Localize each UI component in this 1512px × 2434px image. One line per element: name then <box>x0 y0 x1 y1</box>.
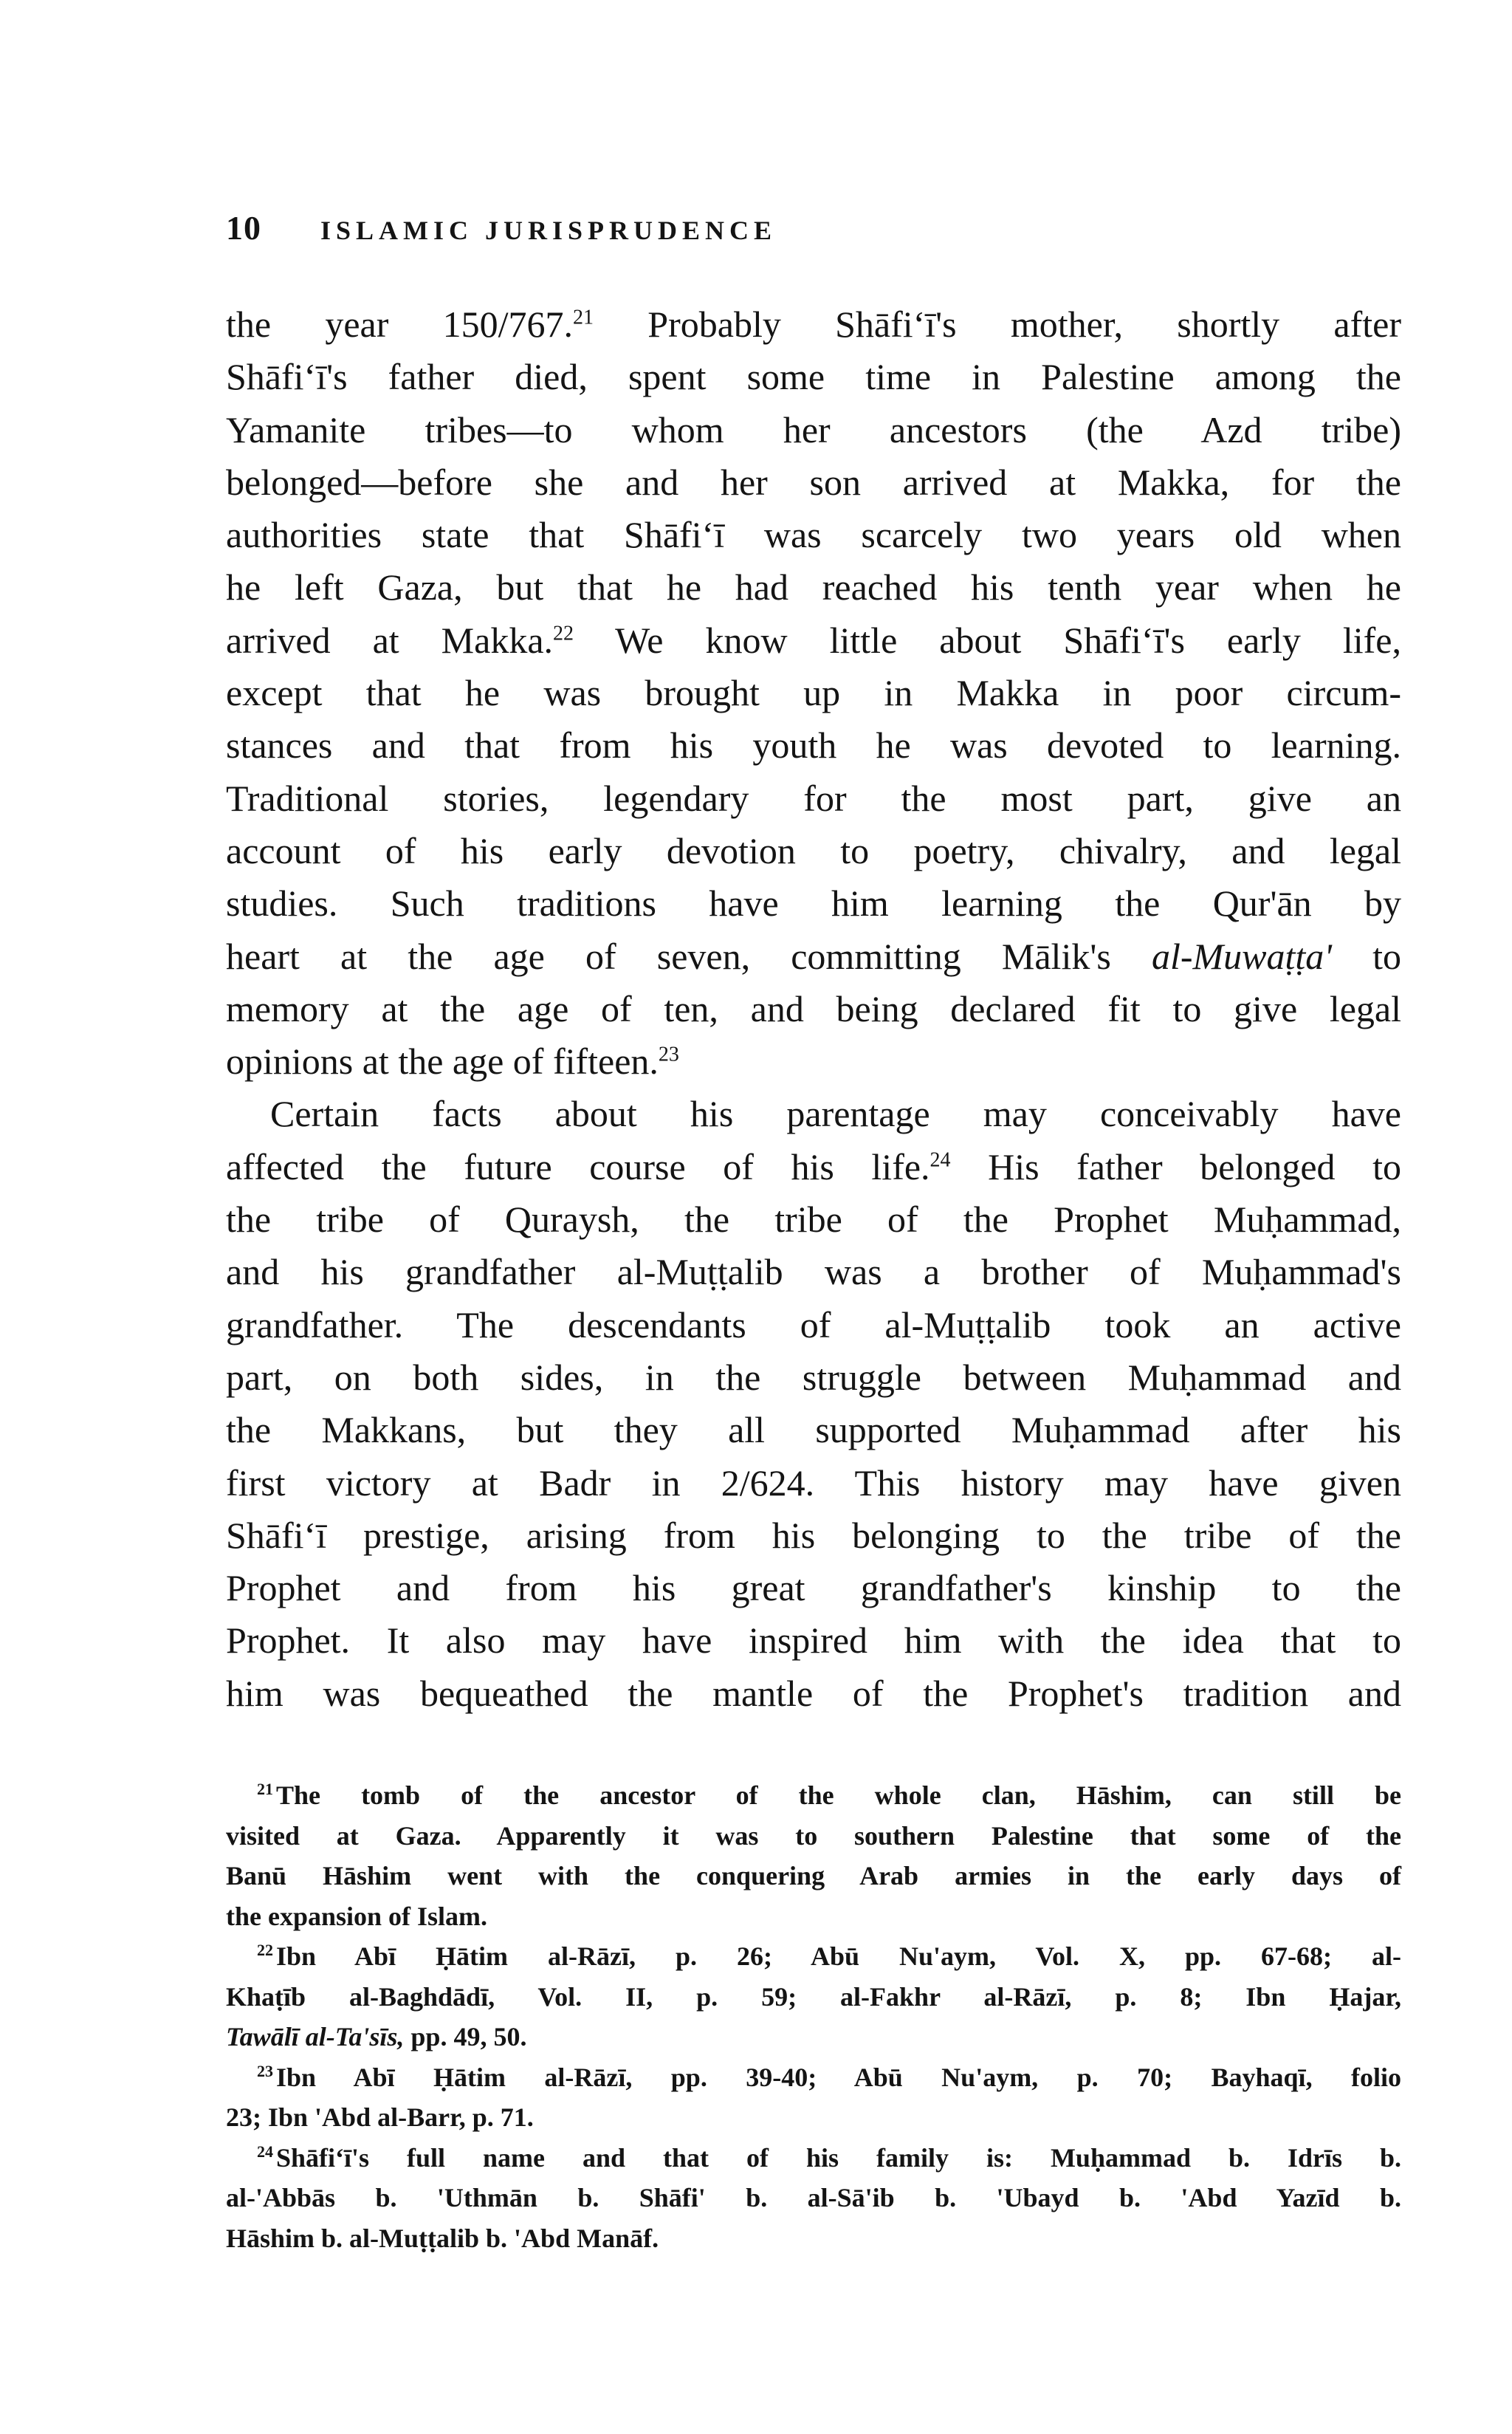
footnote-number: 21 <box>257 1780 273 1798</box>
body-text-run: arrived at Makka. <box>226 619 554 661</box>
footnote-text-run: Khaṭīb al-Baghdādī, Vol. II, p. 59; al-Fakhr al-Rāzī, p. 8; Ibn Ḥajar, <box>226 1981 1401 2012</box>
footnote-line <box>226 2178 1401 2218</box>
body-text-run: opinions at the age of fifteen. <box>226 1041 659 1083</box>
footnote-text-run: Ibn Abī Ḥātim al-Rāzī, p. 26; Abū Nu'aym, Vol. X, pp. 67-68; al- <box>276 1941 1401 1971</box>
body-text-run: Traditional stories, legendary for the most part, give an <box>226 777 1401 819</box>
italic-title: Tawālī al-Ta'sīs, <box>226 2022 405 2051</box>
body-text-run: and his grandfather al-Muṭṭalib was a brother of Muḥammad's <box>226 1251 1401 1293</box>
body-line <box>226 930 1401 983</box>
body-line <box>226 298 1401 351</box>
body-line <box>226 825 1401 877</box>
footnote-line <box>226 2057 1401 2098</box>
body-text-run: Shāfi‘ī's father died, spent some time in Palestine among the <box>226 356 1401 398</box>
body-line <box>226 1299 1401 1351</box>
footnote-text-run: The tomb of the ancestor of the whole clan, Hāshim, can still be <box>276 1780 1401 1810</box>
footnote-text-run: 23; Ibn 'Abd al-Barr, p. 71. <box>226 2102 534 2132</box>
page-header <box>226 208 1407 253</box>
footnote-text-run: Ibn Abī Ḥātim al-Rāzī, pp. 39-40; Abū Nu'aym, p. 70; Bayhaqī, folio <box>276 2062 1401 2092</box>
body-text-run: memory at the age of ten, and being declared fit to give legal <box>226 987 1401 1029</box>
body-line <box>226 1351 1401 1404</box>
footnote-text-run: Hāshim b. al-Muṭṭalib b. 'Abd Manāf. <box>226 2223 659 2253</box>
body-line <box>226 1246 1401 1298</box>
body-text-run: Yamanite tribes—to whom her ancestors (the Azd tribe) <box>226 408 1401 450</box>
body-line <box>226 667 1401 719</box>
body-text-run: affected the future course of his life. <box>226 1145 930 1187</box>
body-text-run: except that he was brought up in Makka in poor circum- <box>226 672 1401 714</box>
body-line <box>226 983 1401 1035</box>
body-line <box>226 1457 1401 1509</box>
body-text-run: to <box>1331 935 1401 977</box>
footnote-text-run: Banū Hāshim went with the conquering Arab armies in the early days of <box>226 1861 1401 1890</box>
body-text-run: Shāfi‘ī prestige, arising from his belonging to the tribe of the <box>226 1514 1401 1556</box>
body-text-run: studies. Such traditions have him learning the Qur'ān by <box>226 882 1401 925</box>
body-line <box>226 1193 1401 1246</box>
body-line <box>226 1562 1401 1614</box>
body-text-run: him was bequeathed the mantle of the Prophet's tradition and <box>226 1672 1401 1714</box>
footnote-text-run: visited at Gaza. Apparently it was to southern Palestine that some of the <box>226 1820 1401 1851</box>
body-text-run: stances and that from his youth he was devoted to learning. <box>226 724 1401 767</box>
body-text <box>226 298 1401 1720</box>
body-line <box>226 509 1401 561</box>
footnote-line <box>226 2017 1401 2057</box>
body-text-run: His father belonged to <box>950 1145 1401 1187</box>
body-text-run: Prophet. It also may have inspired him with the idea that to <box>226 1619 1401 1662</box>
body-text-run: authorities state that Shāfi‘ī was scarcely two years old when <box>226 514 1401 556</box>
body-text-run: grandfather. The descendants of al-Muṭṭalib took an active <box>226 1303 1401 1345</box>
footnotes <box>226 1775 1401 2258</box>
body-text-run: he left Gaza, but that he had reached his tenth year when he <box>226 566 1401 608</box>
body-line <box>226 404 1401 456</box>
body-text-run: the tribe of Quraysh, the tribe of the Prophet Muḥammad, <box>226 1199 1401 1241</box>
body-text-run: Prophet and from his great grandfather's kinship to the <box>226 1567 1401 1609</box>
footnote-reference: 23 <box>658 1043 679 1066</box>
body-line <box>226 1088 1401 1140</box>
body-line <box>226 1509 1401 1562</box>
body-text-run: Probably Shāfi‘ī's mother, shortly after <box>594 304 1402 345</box>
footnote-text-run: al-'Abbās b. 'Uthmān b. Shāfi' b. al-Sā'ib b. 'Ubayd b. 'Abd Yazīd b. <box>226 2183 1401 2212</box>
footnote-line <box>226 2097 1401 2138</box>
footnote-number: 24 <box>257 2142 273 2161</box>
body-text-run: account of his early devotion to poetry, chivalry, and legal <box>226 829 1401 871</box>
footnote-number: 22 <box>257 1941 273 1959</box>
footnote-text-run: pp. 49, 50. <box>404 2022 527 2051</box>
body-line <box>226 877 1401 930</box>
body-line <box>226 1667 1401 1720</box>
page-number: 10 <box>226 209 261 247</box>
body-line <box>226 772 1401 825</box>
italic-title: al-Muwaṭṭa' <box>1151 935 1332 977</box>
body-line <box>226 1141 1401 1193</box>
footnote-line <box>226 2138 1401 2178</box>
footnote-line <box>226 1816 1401 1857</box>
footnote-number: 23 <box>257 2061 273 2080</box>
footnote-line <box>226 2218 1401 2259</box>
body-text-run: heart at the age of seven, committing Mālik's <box>226 935 1152 977</box>
body-line <box>226 456 1401 509</box>
footnote-line <box>226 1856 1401 1896</box>
footnote-line <box>226 1775 1401 1816</box>
footnote-text-run: the expansion of Islam. <box>226 1901 488 1931</box>
footnote-line <box>226 1977 1401 2018</box>
running-head: ISLAMIC JURISPRUDENCE <box>320 216 777 245</box>
footnote-text-run: Shāfi‘ī's full name and that of his family is: Muḥammad b. Idrīs b. <box>276 2142 1401 2173</box>
footnote-reference: 21 <box>573 306 594 329</box>
body-text-run: first victory at Badr in 2/624. This history may have given <box>226 1461 1401 1504</box>
footnote-reference: 24 <box>929 1148 951 1172</box>
footnote-line <box>226 1896 1401 1937</box>
body-line <box>226 1035 1401 1088</box>
body-line <box>226 351 1401 403</box>
footnote-reference: 22 <box>553 622 574 645</box>
body-line <box>226 561 1401 614</box>
body-text-run: the year 150/767. <box>226 304 574 345</box>
body-line <box>226 614 1401 667</box>
body-text-run: the Makkans, but they all supported Muḥammad after his <box>226 1409 1401 1451</box>
body-line <box>226 1614 1401 1667</box>
body-line <box>226 1404 1401 1456</box>
body-text-run: We know little about Shāfi‘ī's early life, <box>574 619 1401 661</box>
footnote-line <box>226 1936 1401 1977</box>
body-text-run: Certain facts about his parentage may conceivably have <box>270 1093 1401 1135</box>
body-line <box>226 719 1401 772</box>
body-text-run: part, on both sides, in the struggle between Muḥammad and <box>226 1356 1401 1398</box>
body-text-run: belonged—before she and her son arrived at Makka, for the <box>226 461 1401 503</box>
